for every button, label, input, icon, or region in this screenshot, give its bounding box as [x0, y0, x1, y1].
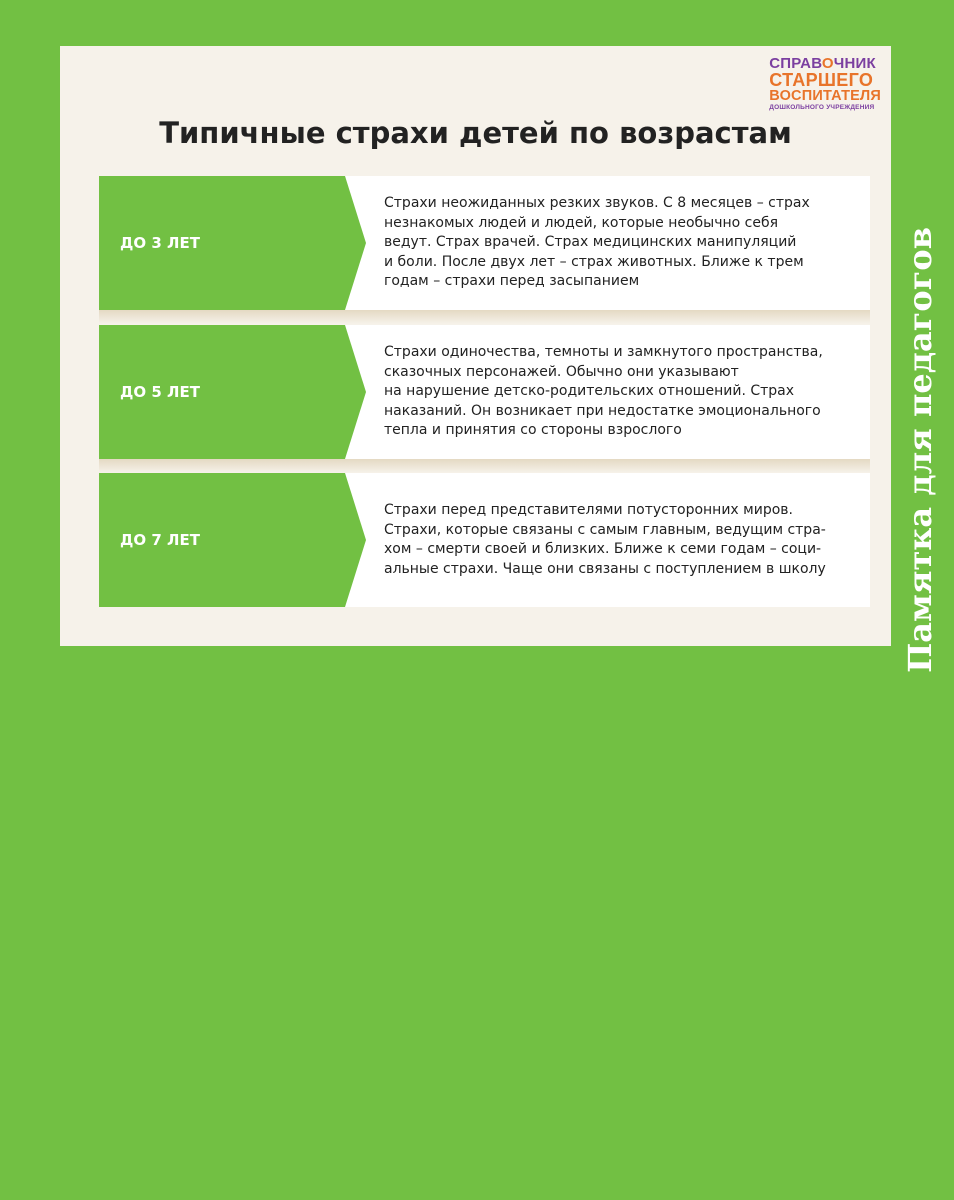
memo-card [60, 46, 891, 646]
row-shadow [99, 310, 870, 324]
logo-line-1-part-a: СПРАВ [769, 55, 822, 72]
row-shadow [99, 459, 870, 473]
logo-line-1-part-c: ЧНИК [833, 55, 876, 72]
logo-line-1-part-b: О [821, 55, 834, 72]
age-label: ДО 7 ЛЕТ [120, 531, 200, 549]
age-row-5 [99, 325, 870, 459]
age-description-text: Страхи перед представителями потусторонних миров. Страхи, которые связаны с самым главным, ведущим стра- хом – смерти своей и близких. Ближе к семи годам – соци- альные страхи. Чаще они связаны с поступлением в школу [384, 502, 826, 577]
age-row-3 [99, 176, 870, 310]
age-label: ДО 3 ЛЕТ [120, 234, 200, 252]
publication-logo [769, 56, 881, 111]
logo-line-3: ВОСПИТАТЕЛЯ [769, 88, 881, 104]
side-label-text: Памятка для педагогов [901, 227, 940, 673]
side-label [896, 227, 944, 673]
age-label: ДО 5 ЛЕТ [120, 383, 200, 401]
age-description [384, 325, 854, 459]
logo-line-1 [769, 56, 881, 71]
page-title: Типичные страхи детей по возрастам [159, 116, 792, 150]
age-row-7 [99, 473, 870, 607]
logo-line-2: СТАРШЕГО [769, 70, 874, 90]
age-description [384, 176, 854, 310]
age-description-text: Страхи одиночества, темноты и замкнутого пространства, сказочных персонажей. Обычно они указывают на нарушение детско-родительских отношений. Страх наказаний. Он возникает при недостатке эмоционального тепла и принятия со стороны взрослого [384, 344, 823, 439]
age-description [384, 473, 854, 607]
age-description-text: Страхи неожиданных резких звуков. С 8 месяцев – страх незнакомых людей и людей, которые необычно себя ведут. Страх врачей. Страх медицинских манипуляций и боли. После двух лет – страх животных. Ближе к трем годам – страхи перед засыпанием [384, 195, 810, 290]
logo-line-4: ДОШКОЛЬНОГО УЧРЕЖДЕНИЯ [769, 103, 875, 111]
